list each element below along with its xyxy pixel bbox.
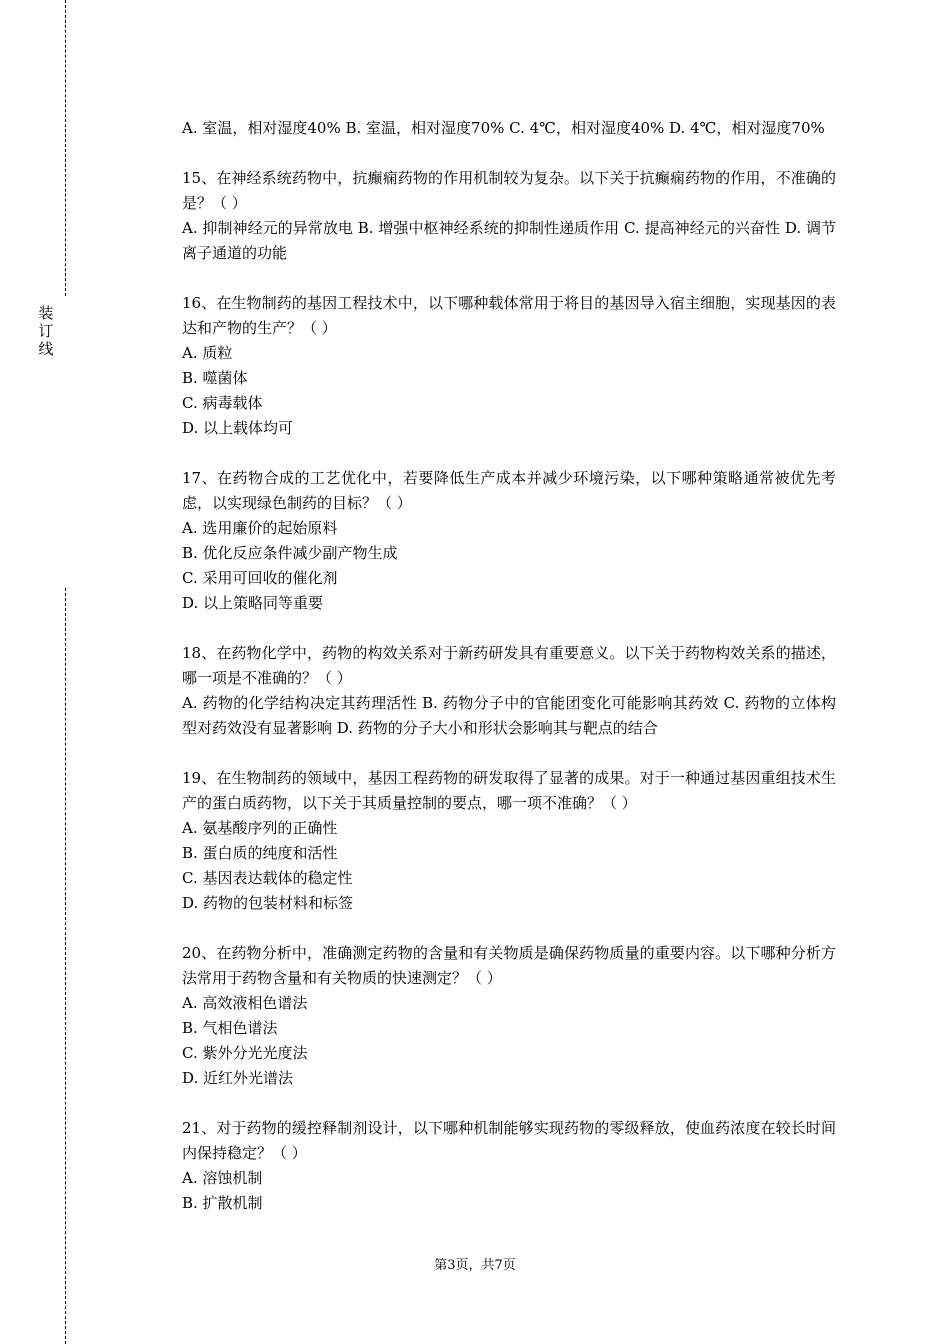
question-15 — [182, 166, 836, 266]
option-b: B. 扩散机制 — [182, 1194, 263, 1212]
question-stem: 19、在生物制药的领域中，基因工程药物的研发取得了显著的成果。对于一种通过基因重组技术生产的蛋白质药物，以下关于其质量控制的要点，哪一项不准确？（ ） — [182, 769, 836, 812]
question-18 — [182, 641, 836, 741]
question-stem: 17、在药物合成的工艺优化中，若要降低生产成本并减少环境污染，以下哪种策略通常被优先考虑，以实现绿色制药的目标？（ ） — [182, 469, 836, 512]
inline-options: A. 药物的化学结构决定其药理活性 B. 药物分子中的官能团变化可能影响其药效 C. 药物的立体构型对药效没有显著影响 D. 药物的分子大小和形状会影响其与靶点的结合 — [182, 694, 836, 737]
option-c: C. 基因表达载体的稳定性 — [182, 869, 353, 887]
option-d: D. 近红外光谱法 — [182, 1069, 294, 1087]
option-a: A. 溶蚀机制 — [182, 1169, 263, 1187]
question-stem: 20、在药物分析中，准确测定药物的含量和有关物质是确保药物质量的重要内容。以下哪种分析方法常用于药物含量和有关物质的快速测定？（ ） — [182, 944, 836, 987]
option-b: B. 优化反应条件减少副产物生成 — [182, 544, 398, 562]
question-stem: 21、对于药物的缓控释制剂设计，以下哪种机制能够实现药物的零级释放，使血药浓度在较长时间内保持稳定？（ ） — [182, 1119, 836, 1162]
option-a: A. 选用廉价的起始原料 — [182, 519, 338, 537]
option-b: B. 气相色谱法 — [182, 1019, 278, 1037]
option-d: D. 药物的包装材料和标签 — [182, 894, 354, 912]
binding-line-top — [65, 0, 66, 296]
question-17 — [182, 466, 836, 616]
question-stem: 16、在生物制药的基因工程技术中，以下哪种载体常用于将目的基因导入宿主细胞，实现基因的表达和产物的生产？（ ） — [182, 294, 836, 337]
question-14-continued — [182, 116, 836, 141]
question-16 — [182, 291, 836, 441]
question-19 — [182, 766, 836, 916]
option-a: A. 高效液相色谱法 — [182, 994, 308, 1012]
page-footer: 第3页，共7页 — [434, 1258, 516, 1273]
inline-options: A. 抑制神经元的异常放电 B. 增强中枢神经系统的抑制性递质作用 C. 提高神经元的兴奋性 D. 调节离子通道的功能 — [182, 219, 836, 262]
inline-options: A. 室温，相对湿度40% B. 室温，相对湿度70% C. 4℃，相对湿度40% D. 4℃，相对湿度70% — [182, 119, 825, 137]
option-c: C. 紫外分光光度法 — [182, 1044, 308, 1062]
question-21 — [182, 1116, 836, 1216]
option-a: A. 质粒 — [182, 344, 233, 362]
option-c: C. 病毒载体 — [182, 394, 263, 412]
question-list — [182, 116, 836, 1241]
option-d: D. 以上策略同等重要 — [182, 594, 324, 612]
option-b: B. 蛋白质的纯度和活性 — [182, 844, 338, 862]
option-b: B. 噬菌体 — [182, 369, 248, 387]
option-c: C. 采用可回收的催化剂 — [182, 569, 338, 587]
option-d: D. 以上载体均可 — [182, 419, 294, 437]
question-stem: 18、在药物化学中，药物的构效关系对于新药研发具有重要意义。以下关于药物构效关系的描述，哪一项是不准确的？（ ） — [182, 644, 836, 687]
option-a: A. 氨基酸序列的正确性 — [182, 819, 338, 837]
binding-line-bottom — [65, 588, 66, 1344]
question-stem: 15、在神经系统药物中，抗癫痫药物的作用机制较为复杂。以下关于抗癫痫药物的作用，不准确的是？（ ） — [182, 169, 836, 212]
binding-label: 装订线 — [38, 304, 54, 358]
question-20 — [182, 941, 836, 1091]
